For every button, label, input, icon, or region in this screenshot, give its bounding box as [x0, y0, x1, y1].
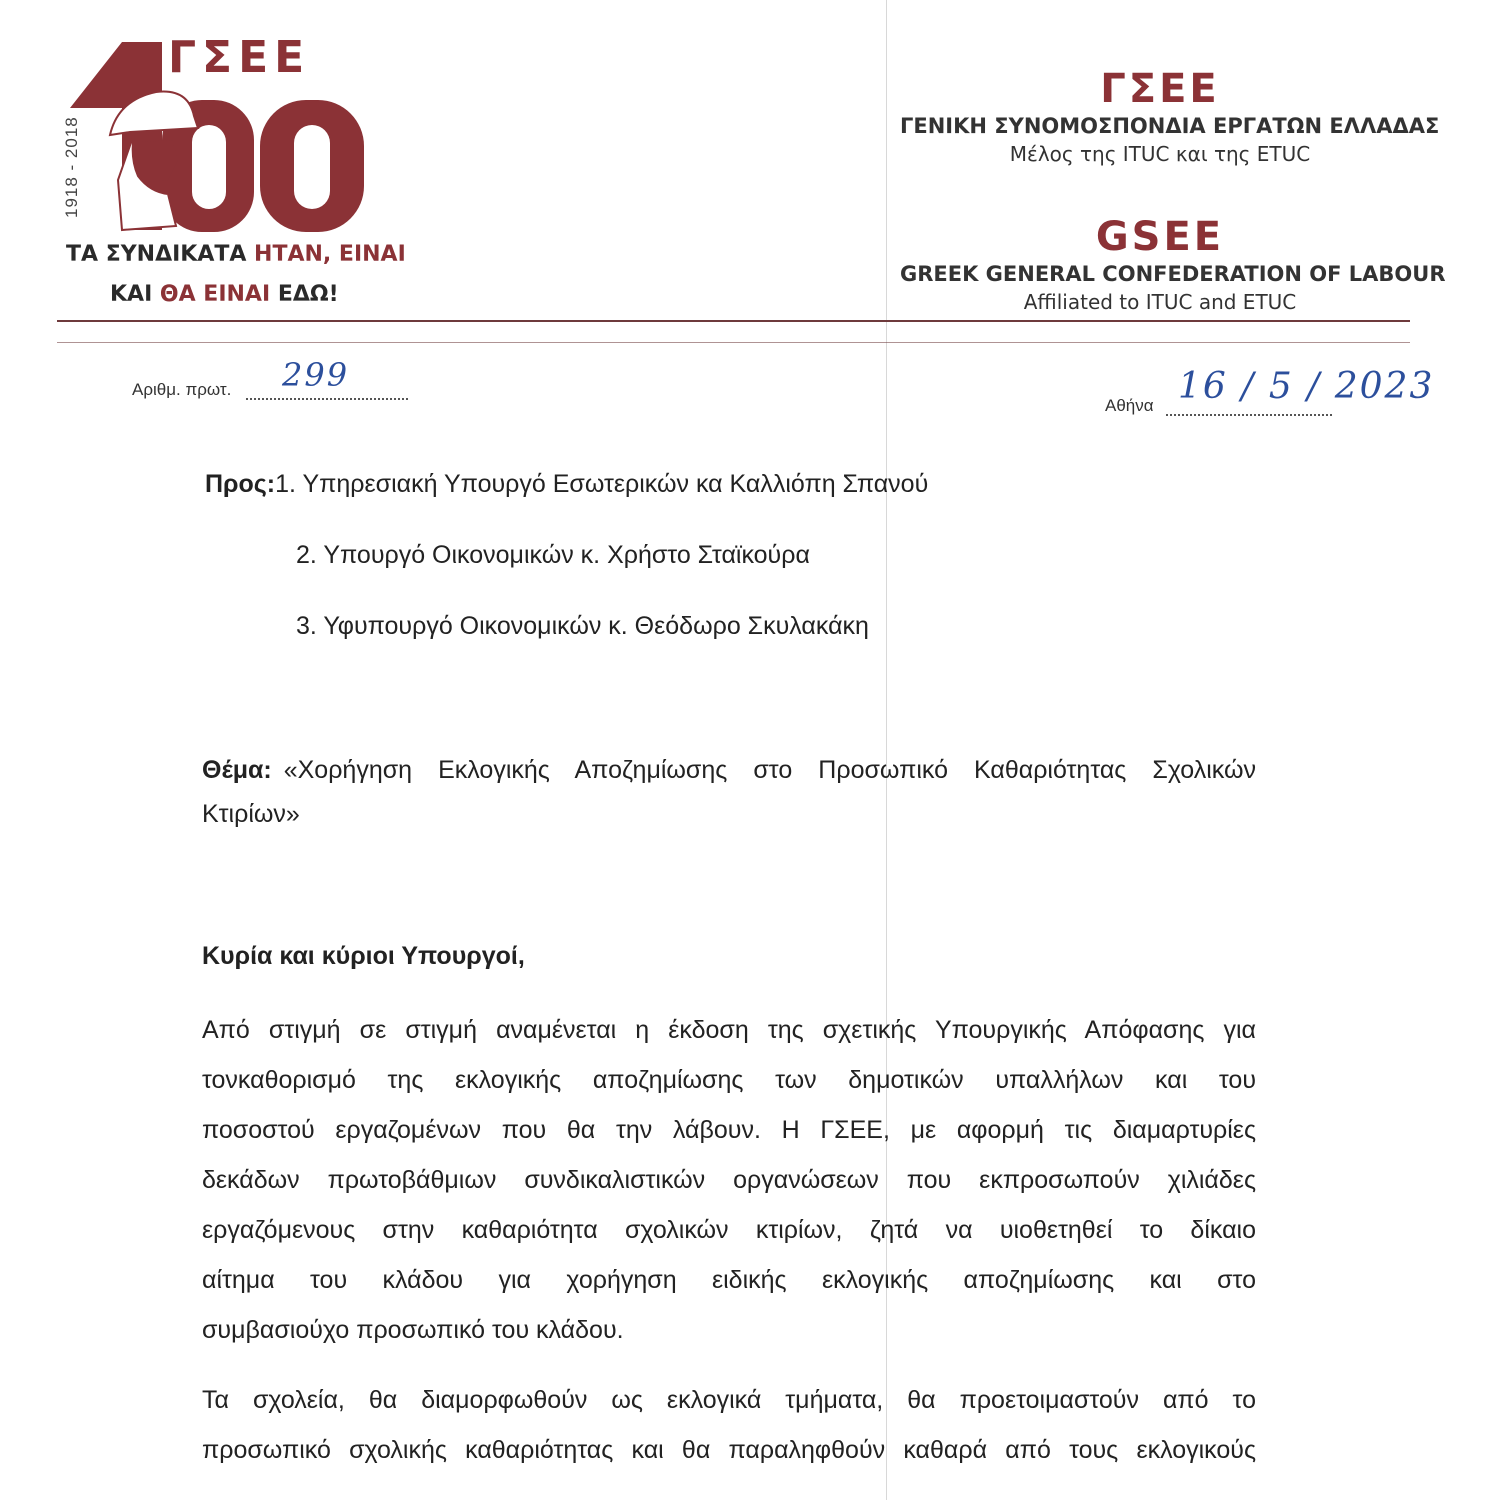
- date-label: Αθήνα: [1105, 396, 1154, 415]
- subject-label: Θέμα:: [202, 756, 272, 784]
- paragraph-line: Τα σχολεία, θα διαμορφωθούν ως εκλογικά τμήματα, θα προετοιμαστούν από το: [202, 1386, 1256, 1414]
- header-divider-thin: [57, 342, 1410, 343]
- gsee-100-logo: [60, 30, 406, 320]
- paragraph-line: ποσοστού εργαζομένων που θα την λάβουν. Η ΓΣΕΕ, με αφορμή τις διαμαρτυρίες: [202, 1116, 1256, 1144]
- slogan-part: ΚΑΙ: [110, 282, 160, 307]
- subject-line-1: [202, 756, 1256, 785]
- logo-years: 1918 - 2018: [62, 116, 81, 218]
- membership-greek: Μέλος της ITUC και της ETUC: [1009, 142, 1311, 166]
- slogan-part: ΕΔΩ!: [270, 282, 339, 307]
- letterhead-english: [900, 214, 1446, 314]
- protocol-number-handwritten: 299: [282, 356, 350, 394]
- logo-slogan-line1: [66, 242, 406, 267]
- subject-text: «Χορήγηση Εκλογικής Αποζημίωσης στο Προσωπικό Καθαριότητας Σχολικών: [283, 756, 1256, 784]
- membership-english: Affiliated to ITUC and ETUC: [1023, 290, 1297, 314]
- paragraph-line: προσωπικό σχολικής καθαριότητας και θα παραληφθούν καθαρά από τους εκλογικούς: [202, 1436, 1256, 1464]
- org-name-greek: ΓΕΝΙΚΗ ΣΥΝΟΜΟΣΠΟΝΔΙΑ ΕΡΓΑΤΩΝ ΕΛΛΑΔΑΣ: [900, 114, 1440, 138]
- paragraph-line: Από στιγμή σε στιγμή αναμένεται η έκδοση της σχετικής Υπουργικής Απόφασης για: [202, 1016, 1256, 1044]
- subject-line-2: Κτιρίων»: [202, 800, 300, 828]
- protocol-dotted-line: [246, 397, 408, 400]
- salutation: Κυρία και κύριοι Υπουργοί,: [202, 942, 525, 970]
- paragraph-line: συμβασιούχο προσωπικό του κλάδου.: [202, 1316, 624, 1344]
- recipient-item: 1. Υπηρεσιακή Υπουργό Εσωτερικών κα Καλλιόπη Σπανού: [275, 470, 929, 498]
- paragraph-line: αίτημα του κλάδου για χορήγηση ειδικής εκλογικής αποζημίωσης και στο: [202, 1266, 1256, 1294]
- slogan-part-red: ΘΑ ΕΙΝΑΙ: [159, 282, 271, 307]
- recipient-item: 2. Υπουργό Οικονομικών κ. Χρήστο Σταϊκούρα: [296, 541, 810, 569]
- recipients-line-1: [205, 470, 928, 499]
- paragraph-2: [202, 1386, 1256, 1486]
- recipients-label: Προς:: [205, 470, 276, 498]
- letterhead-greek: [900, 66, 1440, 166]
- acronym-english: GSEE: [1095, 214, 1225, 260]
- logo-slogan-line2: [110, 282, 339, 307]
- header-divider: [57, 320, 1410, 322]
- logo-top-text: ΓΣΕΕ: [168, 32, 311, 83]
- org-name-english: GREEK GENERAL CONFEDERATION OF LABOUR: [900, 262, 1446, 286]
- paragraph-line: εργαζόμενους στην καθαριότητα σχολικών κτιρίων, ζητά να υιοθετηθεί το δίκαιο: [202, 1216, 1256, 1244]
- date-dotted-line: [1166, 413, 1332, 416]
- paragraph-line: δεκάδων πρωτοβάθμιων συνδικαλιστικών οργανώσεων που εκπροσωπούν χιλιάδες: [202, 1166, 1256, 1194]
- date-handwritten: 16 / 5 / 2023: [1178, 366, 1435, 407]
- paragraph-line: τονκαθορισμό της εκλογικής αποζημίωσης των δημοτικών υπαλλήλων και του: [202, 1066, 1256, 1094]
- slogan-part-red: ΗΤΑΝ, ΕΙΝΑΙ: [254, 242, 406, 267]
- recipient-item: 3. Υφυπουργό Οικονομικών κ. Θεόδωρο Σκυλακάκη: [296, 612, 869, 640]
- protocol-label: Αριθμ. πρωτ.: [132, 380, 232, 399]
- paragraph-1: [202, 1016, 1256, 1366]
- acronym-greek: ΓΣΕΕ: [1100, 66, 1220, 112]
- slogan-part: ΤΑ ΣΥΝΔΙΚΑΤΑ: [66, 242, 255, 267]
